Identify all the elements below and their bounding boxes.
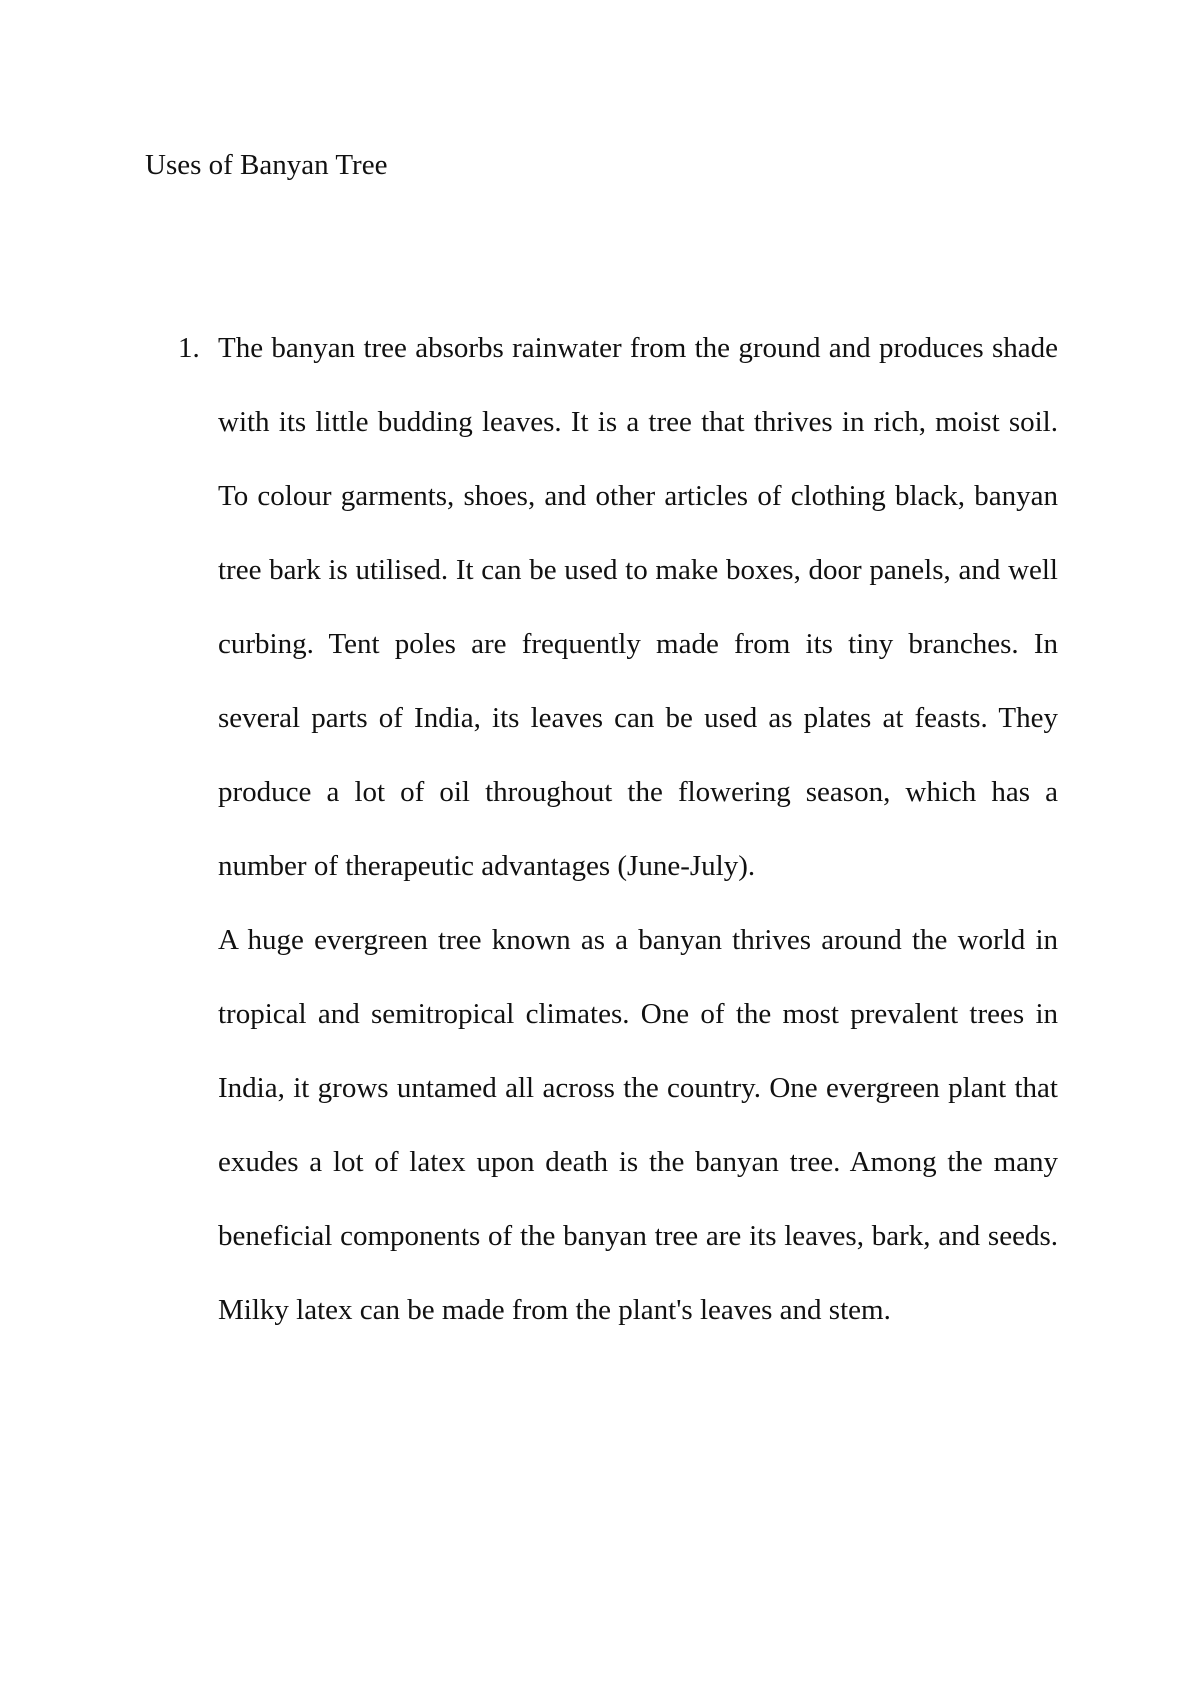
paragraph-2: A huge evergreen tree known as a banyan thrives around the world in tropical and semitropical climates. One of the most prevalent trees in India, it grows untamed all across the country. One evergreen plant that exudes a lot of latex upon death is the banyan tree. Among the many beneficial components of the banyan tree are its leaves, bark, and seeds. Milky latex can be made from the plant's leaves and stem. (218, 924, 1058, 1326)
list-item-number: 1. (178, 332, 200, 364)
paragraph-1: The banyan tree absorbs rainwater from the ground and produces shade with its little budding leaves. It is a tree that thrives in rich, moist soil. To colour garments, shoes, and other articles of clothing black, banyan tree bark is utilised. It can be used to make boxes, door panels, and well curbing. Tent poles are frequently made from its tiny branches. In several parts of India, its leaves can be used as plates at feasts. They produce a lot of oil throughout the flowering season, which has a number of therapeutic advantages (June-July). (218, 332, 1058, 882)
document-title: Uses of Banyan Tree (145, 149, 388, 181)
list-item-body (218, 328, 1058, 1347)
